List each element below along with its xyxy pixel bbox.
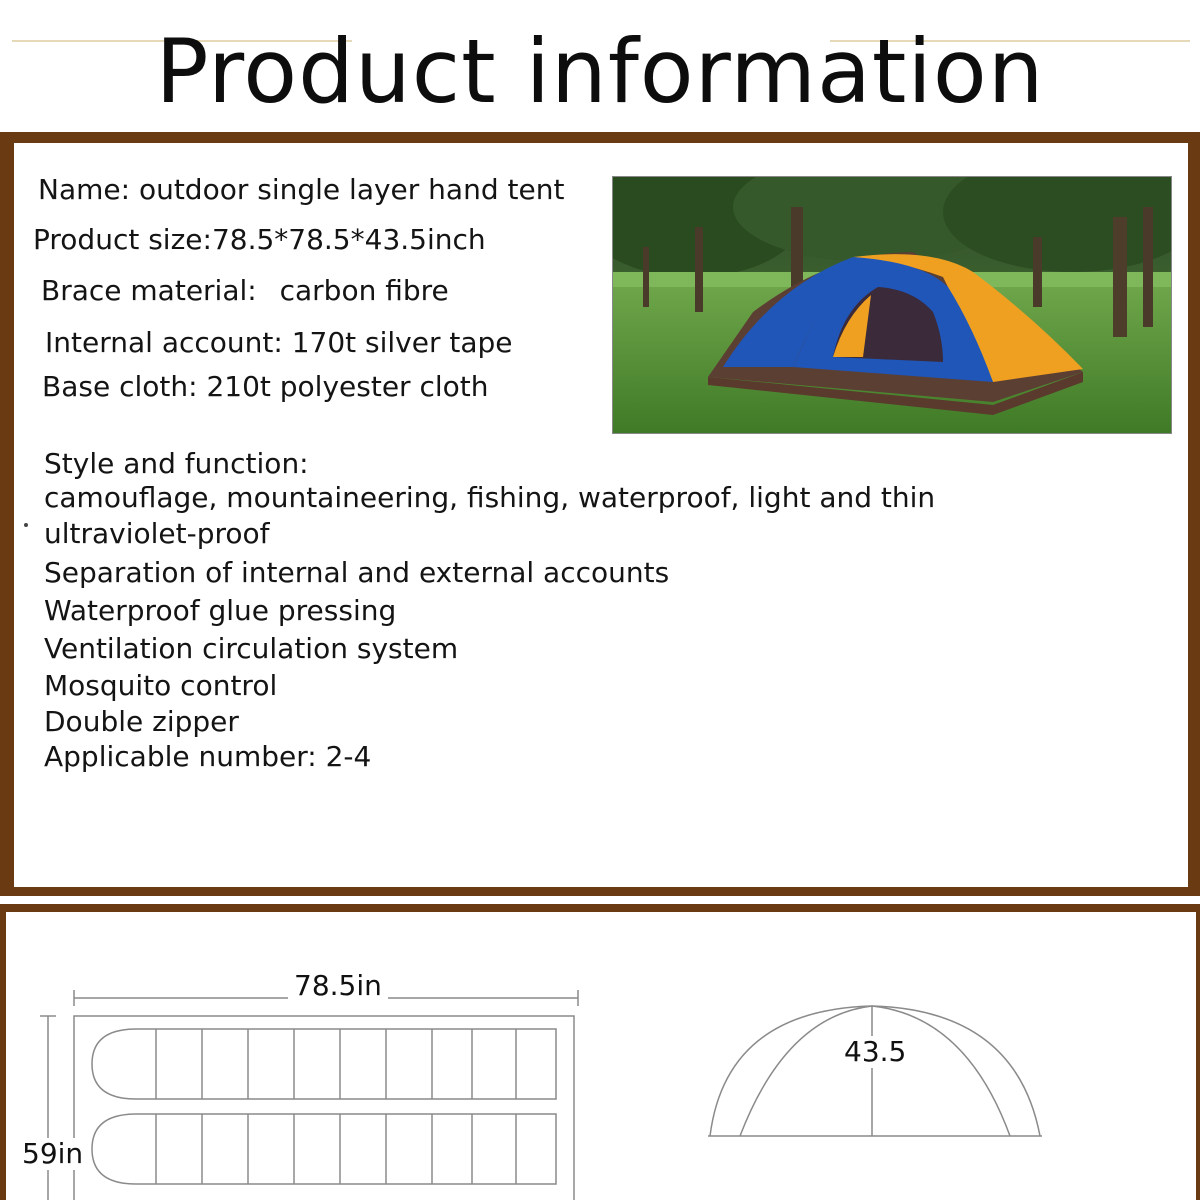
feature-item: Double zipper — [44, 705, 239, 738]
feature-item: Applicable number: 2-4 — [44, 740, 372, 773]
spec-size: Product size:78.5*78.5*43.5inch — [33, 223, 486, 256]
dimension-diagram — [6, 912, 1196, 1200]
features-heading: Style and function: — [44, 447, 309, 480]
product-info-content — [14, 143, 1188, 887]
length-dimension-label: 78.5in — [288, 970, 388, 1002]
feature-item: camouflage, mountaineering, fishing, waterproof, light and thin — [44, 481, 936, 514]
feature-item: Mosquito control — [44, 669, 278, 702]
spec-internal: Internal account: 170t silver tape — [45, 326, 513, 359]
spec-brace — [41, 274, 449, 308]
spec-brace-label: Brace material: — [41, 274, 257, 307]
sleeping-bag-grid-lines — [156, 1029, 516, 1184]
spec-brace-value: carbon fibre — [279, 274, 449, 307]
feature-item: Separation of internal and external accounts — [44, 556, 670, 589]
page-title: Product information — [155, 20, 1045, 123]
feature-item: ultraviolet-proof — [44, 517, 270, 550]
tent-dimension-drawing — [6, 912, 1196, 1200]
tent-photo — [612, 176, 1172, 434]
width-dimension-label: 59in — [22, 1137, 84, 1170]
stray-dot — [24, 523, 28, 527]
feature-item: Ventilation circulation system — [44, 632, 459, 665]
product-info-panel — [0, 132, 1200, 896]
spec-base: Base cloth: 210t polyester cloth — [42, 370, 489, 403]
height-dimension-label: 43.5 — [840, 1036, 910, 1068]
spec-name: Name: outdoor single layer hand tent — [38, 173, 565, 206]
dimension-diagram-panel — [0, 904, 1200, 1200]
feature-item: Waterproof glue pressing — [44, 594, 397, 627]
